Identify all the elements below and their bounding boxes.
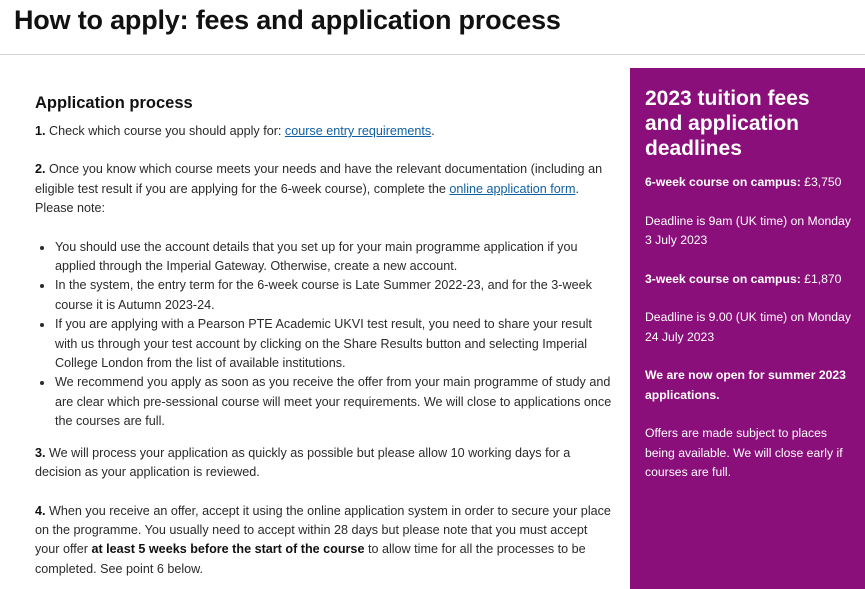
- list-item: • We recommend you apply as soon as you receive the offer from your main programme of study and are clear which pre-sessional course will meet your requirements. We will close to applications once the courses are full.: [54, 373, 615, 431]
- step-number: 4.: [35, 503, 46, 518]
- fee-3-week: [645, 270, 851, 290]
- panel-heading: 2023 tuition fees and application deadlines: [645, 87, 810, 160]
- step-text-end: to allow time for all the processes to be completed. See point 6 below.: [35, 542, 586, 576]
- step-text: Once you know which course meets your needs and have the relevant documentation (including an eligible test result if you are applying for the 6-week course), complete the: [35, 162, 603, 196]
- application-process-section: [35, 92, 615, 589]
- step-text: We will process your application as quickly as possible but please allow 10 working days for a decision as your application is reviewed.: [35, 445, 571, 480]
- fee-6-week: [645, 173, 851, 193]
- list-item: • In the system, the entry term for the 6-week course is Late Summer 2022-23, and for the 3-week course it is Autumn 2023-24.: [54, 276, 615, 315]
- fees-deadlines-panel: [630, 68, 865, 589]
- step-text: When you receive an offer, accept it using the online application system in order to secure your place on the programme. You usually need to accept within 28 days but please note that you must accept your offer: [35, 503, 611, 557]
- step-number: 1.: [35, 124, 46, 138]
- page-header: [0, 0, 865, 55]
- step-text: Check which course you should apply for:: [49, 124, 285, 138]
- open-notice: [645, 366, 851, 405]
- punctuation: .: [431, 124, 435, 138]
- emphasis-text: at least 5 weeks before the start of the course: [91, 542, 365, 557]
- course-entry-requirements-link[interactable]: course entry requirements: [284, 124, 432, 138]
- fee-label: 6-week course on campus:: [645, 175, 801, 189]
- list-item: • If you are applying with a Pearson PTE Academic UKVI test result, you need to share your result with us through your test account by clicking on the Share Results button and selecting Imperial College London from the list of available institutions.: [54, 315, 615, 373]
- step-number: 3.: [35, 445, 46, 460]
- step-4: [35, 502, 615, 580]
- notes-list: [54, 238, 615, 432]
- fee-value: £1,870: [800, 271, 842, 286]
- open-notice-text: We are now open for summer 2023 applications.: [645, 368, 846, 402]
- online-application-form-link[interactable]: online application form: [449, 181, 576, 196]
- step-3: [35, 444, 615, 483]
- page-title: How to apply: fees and application process: [14, 5, 561, 35]
- offers-note: Offers are made subject to places being available. We will close early if courses are full.: [645, 426, 843, 479]
- section-heading: Application process: [35, 94, 193, 112]
- deadline-3-week: Deadline is 9.00 (UK time) on Monday 24 July 2023: [645, 310, 851, 344]
- step-1: [35, 122, 615, 141]
- list-item: • You should use the account details that you set up for your main programme application if you applied through the Imperial Gateway. Otherwise, create a new account.: [54, 238, 615, 277]
- step-text-end: . Please note:: [35, 181, 579, 216]
- fee-value: £3,750: [800, 175, 842, 189]
- fee-label: 3-week course on campus:: [645, 271, 801, 286]
- deadline-6-week: Deadline is 9am (UK time) on Monday 3 July 2023: [645, 213, 851, 247]
- step-2: [35, 160, 615, 218]
- step-number: 2.: [35, 162, 46, 177]
